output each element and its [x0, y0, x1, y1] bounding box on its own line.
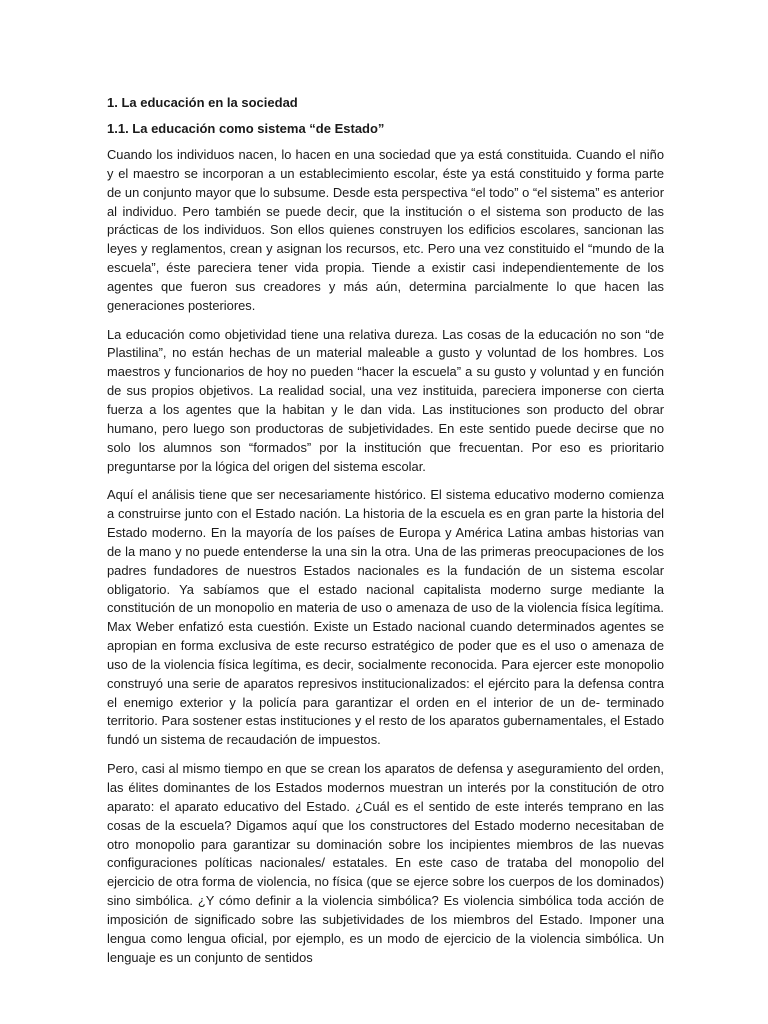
paragraph-3: Aquí el análisis tiene que ser necesariamente histórico. El sistema educativo moderno comienza a construirse junto con el Estado nación. La historia de la escuela es en gran parte la historia del Estado moderno. En la mayoría de los países de Europa y América Latina ambas historias van de la mano y no puede entenderse la una sin la otra. Una de las primeras preocupaciones de los padres fundadores de nuestros Estados nacionales es la fundación de un sistema escolar obligatorio. Ya sabíamos que el estado nacional capitalista moderno surge mediante la constitución de un monopolio en materia de uso o amenaza de uso de la violencia física legítima. Max Weber enfatizó esta cuestión. Existe un Estado nacional cuando determinados agentes se apropian en forma exclusiva de este recurso estratégico de poder que es el uso o amenaza de uso de la violencia física legítima, es decir, socialmente reconocida. Para ejercer este monopolio construyó una serie de aparatos represivos institucionalizados: el ejército para la defensa contra el enemigo exterior y la policía para garantizar el orden en el interior de un de- terminado territorio. Para sostener estas instituciones y el resto de los aparatos gubernamentales, el Estado fundó un sistema de recaudación de impuestos. — [107, 487, 664, 748]
section-heading: 1. La educación en la sociedad — [107, 95, 298, 110]
paragraph-1: Cuando los individuos nacen, lo hacen en una sociedad que ya está constituida. Cuando el niño y el maestro se incorporan a un establecimiento escolar, éste ya está constituido y forma parte de un conjunto mayor que lo subsume. Desde esta perspectiva “el todo” o “el sistema” es anterior al individuo. Pero también se puede decir, que la institución o el sistema son producto de las prácticas de los individuos. Son ellos quienes construyen los edificios escolares, sancionan las leyes y reglamentos, crean y asignan los recursos, etc. Pero una vez constituido el “mundo de la escuela”, éste pareciera tener vida propia. Tiende a existir casi independientemente de los agentes que fueron sus creadores y más aún, determina parcialmente lo que hacen las generaciones posteriores. — [107, 147, 664, 313]
subsection-heading: 1.1. La educación como sistema “de Estado” — [107, 121, 385, 136]
paragraph-4: Pero, casi al mismo tiempo en que se crean los aparatos de defensa y aseguramiento del orden, las élites dominantes de los Estados modernos muestran un interés por la constitución de otro aparato: el aparato educativo del Estado. ¿Cuál es el sentido de este interés temprano en las cosas de la escuela? Digamos aquí que los constructores del Estado moderno necesitaban de otro monopolio para garantizar su dominación sobre los incipientes miembros de las nuevas configuraciones políticas nacionales/ estatales. En este caso de trataba del monopolio del ejercicio de otra forma de violencia, no física (que se ejerce sobre los cuerpos de los dominados) sino simbólica. ¿Y cómo definir a la violencia simbólica? Es violencia simbólica toda acción de imposición de significado sobre las subjetividades de los miembros del Estado. Imponer una lengua como lengua oficial, por ejemplo, es un modo de ejercicio de la violencia simbólica. Un lenguaje es un conjunto de sentidos — [107, 761, 664, 965]
paragraph-2: La educación como objetividad tiene una relativa dureza. Las cosas de la educación no son “de Plastilina”, no están hechas de un material maleable a gusto y voluntad de los hombres. Los maestros y funcionarios de hoy no pueden “hacer la escuela” a su gusto y voluntad y en función de sus propios objetivos. La realidad social, una vez instituida, pareciera imponerse con cierta fuerza a los agentes que la habitan y le dan vida. Las instituciones son producto del obrar humano, pero luego son productoras de subjetividades. En este sentido puede decirse que no solo los alumnos son “formados” por la institución que frecuentan. Por eso es prioritario preguntarse por la lógica del origen del sistema escolar. — [107, 326, 664, 474]
